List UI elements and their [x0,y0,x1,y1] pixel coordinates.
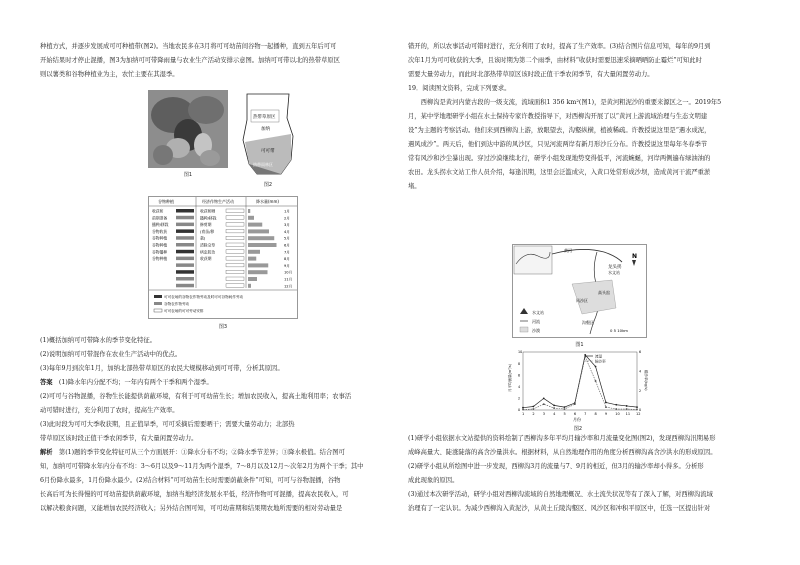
material-line: 遇风成沙”。两天后，他们到达中游的风沙区，只见河流两岸有新月形沙丘分布。许教授说这里每年冬春季节 [408,141,708,148]
fig3-left-row: 谷物播种 [152,249,168,255]
fig3-mid-row: 病虫防治 [200,249,216,255]
fig3-month-label: 7月 [284,250,290,255]
answer-line: 动可错时进行，充分利用了农时，提高生产效率。 [40,407,179,414]
fig3-cocoa-bar [226,263,244,267]
flow-point [636,406,638,408]
fig3-legend-2: 谷物农作物劳动 [164,302,190,306]
fig3-labor-bar [176,277,194,281]
x-tick-label: 9 [604,412,608,416]
material-line: 农田。龙头拐水文站工作人员介绍，每逢汛期，这里会泛滥成灾，入黄口处常形成沙坝，造成黄河干流严重淤 [408,169,711,176]
map-label-sandy: 风沙区 [576,298,588,303]
fig3-legend-1: 可可农场的谷物农作物劳动及时可可谷物间作劳动 [164,295,244,299]
left-column [40,40,392,82]
flow-sediment-chart [505,348,651,422]
fig3-month-label: 8月 [284,257,290,262]
figure-2-caption: 图2 [263,182,273,188]
map-label-longtouguai: 龙头拐 [608,265,622,270]
sediment-point [636,409,638,411]
map-label-gully: 沟壑区 [582,320,594,325]
x-tick-label: 7 [584,412,587,416]
fig3-month-label: 4月 [284,229,290,234]
x-tick-label: 6 [573,412,577,416]
analysis-line: 第(1)题的季节变化特征可从三个方面展开：①降水分布不均；②降水季节差异；③降水极值。结合图可 [58,449,345,456]
question-3: (3)每年9月到次年1月，加纳北部热带草原区的农民大规模移动到可可带，分析其原因。 [40,365,284,372]
question-1: (1)概括加纳可可带降水的季节变化特征。 [40,337,156,344]
material-line: 西柳沟是黄河内蒙古段的一级支流，流域面积1 356 km²(图1)，是黄河粗泥沙的重要来源区之一。2019年5 [420,99,722,106]
y-axis-right-label: 输沙率(kg/s) [644,370,648,391]
map-scale: 0 5 10km [610,328,628,333]
map-caption: 图1 [575,342,584,348]
fig3-left-row: 前期准备 [152,215,168,221]
map-label-savanna: 热带草原区 [253,115,276,120]
left-column-questions [40,334,392,516]
x-tick-label: 10 [615,412,620,416]
analysis-line: 长高后可为长得慢的可可幼苗提供荫蔽环境，加纳当地经济发展水平低，经济作物可可混播，提高农民收入，可 [40,491,349,498]
x-tick-label: 4 [553,412,556,416]
intro-line: 则以薯类和谷物种植业为主，农忙主要在其湿季。 [40,71,179,78]
sediment-point [595,380,597,382]
fig3-cocoa-bar [226,284,244,288]
fig3-left-row: 收获和 [152,208,164,214]
fig3-rainfall-bar [248,257,256,261]
answer-label: 答案 [40,379,53,386]
question-line: (2)研学小组从所绘图中进一步发现，西柳沟3月的流量与7、9月的相近，但3月的输沙率却小得多。分析形 [408,463,704,470]
desert-swatch-icon [520,327,528,332]
right-column-questions [408,432,763,516]
x-tick-label: 3 [542,412,545,416]
y-left-tick-label: 0 [518,408,521,413]
fig3-cocoa-bar [226,216,244,220]
sediment-point [626,408,628,410]
intro-line: 种植方式，并逐步发展成可可种植带(图2)。当地农民多在3月将可可幼苗间谷物一起播种，直到五年后可可 [40,43,337,50]
y-left-tick-label: 4 [518,385,521,389]
fig3-header-right: 降水量(mm) [256,199,279,204]
fig3-labor-bar [176,263,194,267]
fig3-labor-bar [176,243,194,247]
north-arrow-icon: N [632,253,638,260]
ghana-map [237,90,299,178]
x-tick-label: 2 [532,412,535,416]
map-label-cocoa: 可可带 [261,149,275,154]
fig3-labor-bar [176,257,194,261]
fig3-mid-row: 收获和晒 [200,208,216,214]
fig3-mid-row: 清除杂草 [200,242,216,248]
x-tick-label: 12 [636,412,641,416]
sediment-point [533,408,535,410]
flow-point [553,404,555,406]
fig3-cocoa-bar [226,236,244,240]
fig3-cocoa-bar [226,257,244,261]
fig3-cocoa-bar [226,250,244,254]
question-2: (2)说明加纳可可带混作在农业生产活动中的优点。 [40,351,182,358]
y-right-tick-label: 4 [639,369,642,374]
map-label-gaotouyao: 高头窑 [598,290,610,295]
fig3-rainfall-bar [248,236,274,240]
flow-point [626,405,628,407]
x-tick-label: 5 [563,412,566,416]
answer-line: (3)此时段为可可大季收获期，且正值旱季，可可采摘后需要晒干；需要大量劳动力；北部热 [40,421,295,428]
fig3-labor-bar [176,216,194,220]
question-line: 成此现象的原因。 [408,477,459,484]
fig3-month-label: 5月 [284,236,290,241]
continuation-line: 需要大量劳动力，而此时北部热带草原区该时段正值干季农闲季节，有大量闲置劳动力。 [408,71,654,78]
sediment-point [574,403,576,405]
legend-swatch [154,295,162,298]
figure-3 [148,196,298,330]
fig3-month-label: 12月 [284,284,293,289]
analysis-line: 6月份降水最多，1月份降水最少。(2)结合材料“可可幼苗生长时需要荫蔽条件”可知，可可与谷物混播，谷物 [40,477,341,484]
fig3-labor-bar [176,284,194,288]
fig3-rainfall-bar [248,250,260,254]
farm-schedule-chart [148,196,298,320]
y-left-tick-label: 10 [518,350,523,355]
fig3-labor-bar [176,236,194,240]
material-line: 常有风沙和沙尘暴出现。穿过沙漠继续北行，研学小组发现地势变得低平，河流蜿蜒，河岸两侧遍布绿油油的 [408,155,711,162]
fig3-rainfall-bar [248,229,269,233]
y-axis-left-label: 月平均流量(m³/s) [508,363,512,392]
material-line: 堵。 [408,183,421,190]
question-line: 治理有了一定认识。为减少西柳沟入黄泥沙，从黄土丘陵沟壑区、风沙区和冲积平原区中，任选一区提出针对 [408,505,711,512]
right-column [408,40,763,194]
fig3-rainfall-bar [248,270,268,274]
fig3-left-row: 谷物收获 [152,228,168,234]
flow-point [532,406,534,408]
flow-point [584,354,586,356]
analysis-line: 知，加纳可可带降水年内分布不均：3～6月以及9～11月为两个湿季，7～8月以及12月～次年2月为两个干季；其中 [40,463,364,470]
map-label-station: 水文站 [608,270,620,275]
fig3-labor-bar [176,250,194,254]
x-tick-label: 8 [594,412,597,416]
question-19-title: 19．阅读图文资料，完成下列要求。 [408,85,511,92]
fig3-rainfall-bar [248,216,254,220]
x-axis-label: 月份 [573,417,581,422]
material-line: 设”为主题的考察活动。他们来到西柳沟上游，放眼望去，沟壑纵横，植被稀疏。许教授说这里是“遇水成泥， [408,127,711,134]
fig3-cocoa-bar [226,223,244,227]
figure-2 [237,90,299,188]
material-line: 月，某中学地理研学小组在水土保持专家许教授指导下，对西柳沟开展了以“黄河上游流域治理与生态文明建 [408,113,708,120]
fig3-rainfall-bar [248,243,277,247]
question-line: (3)通过本次研学活动，研学小组对西柳沟流域的自然地理概况、水土流失状况等有了深入了解，对西柳沟流域 [408,491,713,498]
y-left-tick-label: 6 [518,373,521,378]
legend-sediment-label: 输沙率 [595,359,606,364]
analysis-label: 解析 [40,449,53,456]
cocoa-farmer-photo [148,90,228,168]
flow-sediment-chart-figure [505,348,651,430]
fig3-rainfall-bar [248,263,268,267]
y-right-tick-label: 6 [639,350,642,355]
fig3-mid-row: 栽) [200,235,206,241]
fig3-mid-row: 收获期 [200,256,212,262]
fig3-legend-3: 可可农场的可可劳动安排 [164,309,204,313]
answer-line: 带草原区该时段正值干季农闲季节，有大量闲置劳动力。 [40,435,198,442]
legend-swatch [154,309,162,312]
figure-1-caption: 图1 [183,172,193,178]
legend-flow-label: 流量 [595,354,603,359]
flow-point [522,407,524,409]
fig3-labor-bar [176,229,194,233]
sediment-point [615,408,617,410]
fig3-month-label: 11月 [284,277,293,282]
fig3-month-label: 10月 [284,270,293,275]
sediment-point [543,403,545,405]
x-tick-label: 1 [522,412,525,416]
sediment-point [605,406,607,408]
fig3-mid-row: 修剪期 [200,222,212,228]
fig3-left-row: 谷物种植 [152,256,168,262]
map-label-ghana: 加纳 [261,127,270,132]
fig3-cocoa-bar [226,229,244,233]
figure-1 [148,90,228,178]
legend-swatch [154,302,162,305]
continuation-line: 次年1月为可可收获的大季，且该时期为第二个雨季，由材料“收获时需要迅速采摘晒晒防止霉烂”可知此时 [408,57,702,64]
fig3-month-label: 1月 [284,209,290,214]
map-label-rainforest: 热带雨林区 [253,162,273,167]
fig3-cocoa-bar [226,243,244,247]
y-left-tick-label: 8 [518,361,521,366]
chart-caption: 图2 [573,426,583,432]
fig3-left-row: 播种/移栽 [152,222,169,228]
sediment-point [564,408,566,410]
x-tick-label: 11 [625,412,631,416]
sediment-point [553,407,555,409]
fig3-month-label: 6月 [284,243,290,248]
question-line: 成峰高量大、陡涨陡落的高含沙量洪水。根据材料，从自然地理作用的角度分析西柳沟高含沙洪水的形成原因。 [408,449,717,456]
map-label-huanghe: 黄河 [564,248,572,253]
answer-line: (2)可可与谷物混播，谷物生长能提供荫蔽环境，有利于可可幼苗生长；增加农民收入，提高土地利用率；农事活 [40,393,352,400]
fig3-mid-row: (育苗/移 [200,228,215,234]
figure-3-caption: 图3 [218,324,228,330]
legend-station: 水文站 [532,310,544,315]
question-line: (1)研学小组依据水文站提供的资料绘制了西柳沟多年平均月输沙率和月流量变化图(图2)，发现西柳沟汛期易形 [408,435,716,442]
y-left-tick-label: 2 [518,396,521,401]
fig3-header-left: 谷物种植 [158,199,174,204]
fig3-rainfall-bar [248,284,251,288]
fig3-rainfall-bar [248,223,262,227]
intro-line: 开始结果时才停止混播，图3为加纳可可带降雨量与农业生产活动安排示意图。加纳可可带以北的热带草原区 [40,57,340,64]
fig3-mid-row: 播种/移栽 [200,215,217,221]
legend-desert: 沙漠 [532,328,540,333]
continuation-line: 错开的，所以农事活动可错时进行，充分利用了农时，提高了生产效率。(3)结合图片信息可知，每年的9月到 [408,43,711,50]
flow-point [543,398,545,400]
fig3-month-label: 2月 [284,216,290,221]
y-right-tick-label: 2 [639,388,642,393]
flow-point [615,404,617,406]
fig3-rainfall-bar [248,209,250,213]
fig3-cocoa-bar [226,209,244,213]
fig3-header-mid: 经济作物生产活动 [202,199,234,204]
flow-point [605,402,607,404]
answer-line: (1)降水年内分配不均；一年内有两个干季和两个湿季。 [58,379,213,386]
analysis-line: 以解决粮食问题，又能增加农民经济收入；另外结合图可知，可可幼苗期和结果期农地所需要的相对劳动量是 [40,505,343,512]
flow-point [564,406,566,408]
legend-river: 河流 [532,319,540,324]
fig3-labor-bar [176,209,194,213]
flow-point [595,366,597,368]
fig3-cocoa-bar [226,277,244,281]
fig3-cocoa-bar [226,270,244,274]
y-right-tick-label: 0 [639,408,642,413]
fig3-left-row: 谷物种植 [152,242,168,248]
fig3-labor-bar [176,223,194,227]
fig3-month-label: 3月 [284,223,290,228]
fig3-labor-bar [176,270,194,274]
sediment-point [522,409,524,411]
xiliugou-map-figure [512,244,647,346]
fig3-left-row: 谷物种植 [152,235,168,241]
fig3-rainfall-bar [248,277,257,281]
fig3-month-label: 9月 [284,263,290,268]
xiliugou-map [512,244,647,338]
